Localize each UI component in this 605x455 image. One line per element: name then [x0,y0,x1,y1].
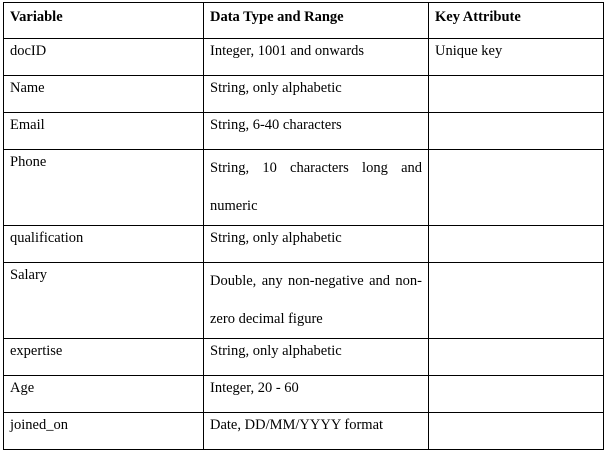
cell-key: Unique key [429,39,604,76]
header-row [4,3,604,39]
cell-key [429,339,604,376]
cell-key [429,76,604,113]
cell-variable: qualification [4,226,204,263]
table-row [4,376,604,413]
cell-key [429,226,604,263]
cell-data-type: Double, any non-negative and non-zero decimal figure [204,263,429,339]
table-row [4,39,604,76]
cell-data-type: String, only alphabetic [204,226,429,263]
header-data-type: Data Type and Range [204,3,429,39]
cell-variable: Email [4,113,204,150]
cell-key [429,376,604,413]
cell-variable: expertise [4,339,204,376]
cell-key [429,413,604,450]
table-row [4,150,604,226]
table-row [4,113,604,150]
cell-data-type: String, only alphabetic [204,76,429,113]
cell-key [429,150,604,226]
cell-key [429,263,604,339]
table-row [4,76,604,113]
header-key-attribute: Key Attribute [429,3,604,39]
cell-data-type: Integer, 20 - 60 [204,376,429,413]
cell-data-type: String, 10 characters long and numeric [204,150,429,226]
table-row [4,339,604,376]
table-row [4,413,604,450]
header-variable: Variable [4,3,204,39]
data-dictionary-table [3,2,604,450]
cell-data-type: String, 6-40 characters [204,113,429,150]
table-row [4,263,604,339]
cell-key [429,113,604,150]
cell-variable: joined_on [4,413,204,450]
cell-data-type: String, only alphabetic [204,339,429,376]
cell-variable: docID [4,39,204,76]
cell-variable: Salary [4,263,204,339]
cell-data-type: Integer, 1001 and onwards [204,39,429,76]
cell-variable: Phone [4,150,204,226]
cell-variable: Name [4,76,204,113]
table-row [4,226,604,263]
cell-data-type: Date, DD/MM/YYYY format [204,413,429,450]
cell-variable: Age [4,376,204,413]
